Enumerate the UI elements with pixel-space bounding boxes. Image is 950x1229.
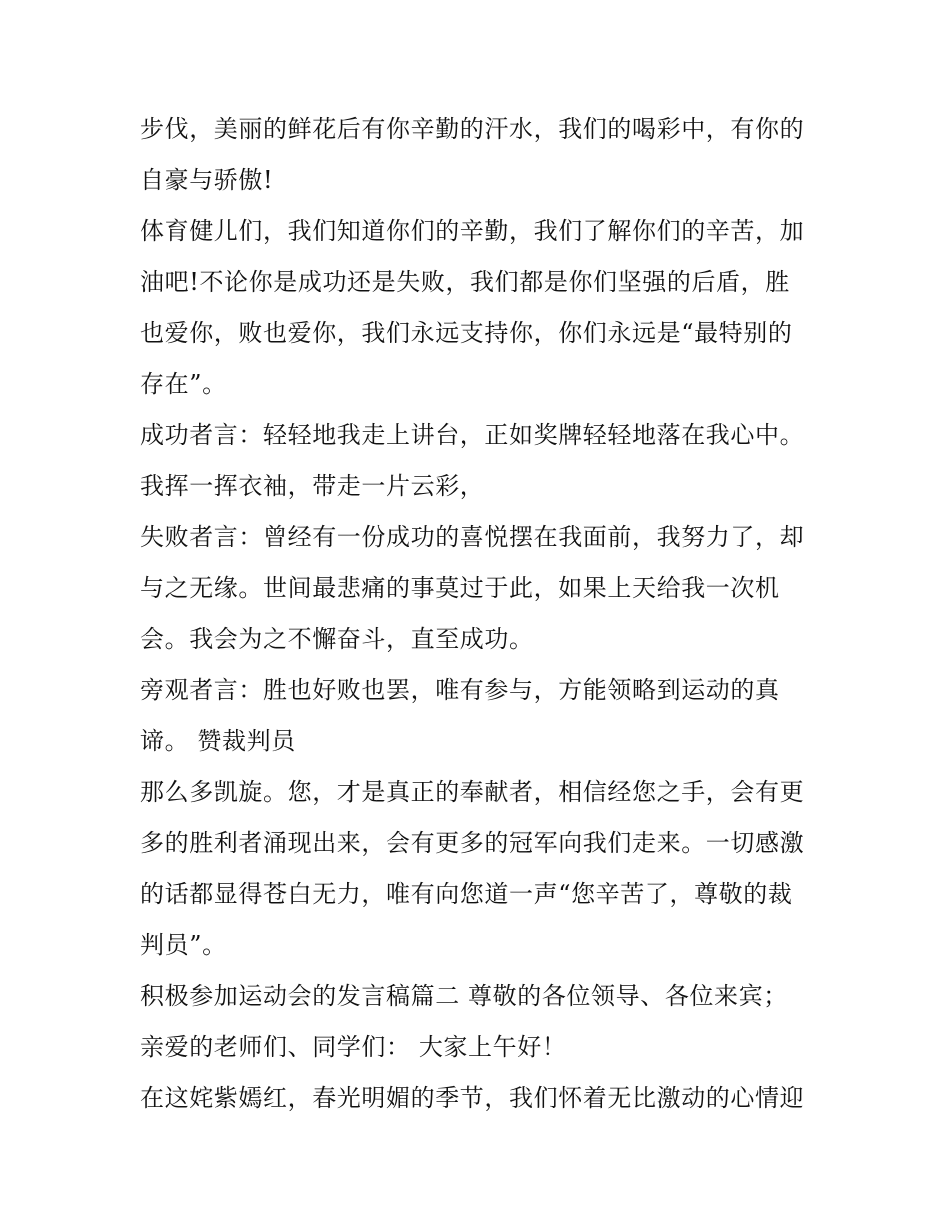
text-line: 旁观者言：胜也好败也罢，唯有参与，方能领略到运动的真 <box>140 676 780 704</box>
text-line: 成功者言：轻轻地我走上讲台，正如奖牌轻轻地落在我心中。 <box>140 421 805 449</box>
text-line: 谛。 赞裁判员 <box>140 727 296 755</box>
text-line: 失败者言：曾经有一份成功的喜悦摆在我面前，我努力了，却 <box>140 523 805 551</box>
text-line: 的话都显得苍白无力，唯有向您道一声“您辛苦了，尊敬的裁 <box>140 880 793 908</box>
text-line: 自豪与骄傲! <box>140 166 274 194</box>
text-line: 步伐，美丽的鲜花后有你辛勤的汗水，我们的喝彩中，有你的 <box>140 115 805 143</box>
text-line: 油吧!不论你是成功还是失败，我们都是你们坚强的后盾，胜 <box>140 268 790 296</box>
document-body <box>140 104 820 1124</box>
text-line: 多的胜利者涌现出来，会有更多的冠军向我们走来。一切感激 <box>140 829 805 857</box>
text-line: 在这姹紫嫣红，春光明媚的季节，我们怀着无比激动的心情迎 <box>140 1084 805 1112</box>
text-line: 体育健儿们，我们知道你们的辛勤，我们了解你们的辛苦，加 <box>140 217 805 245</box>
text-line: 会。我会为之不懈奋斗，直至成功。 <box>140 625 534 653</box>
text-line: 积极参加运动会的发言稿篇二 尊敬的各位领导、各位来宾； <box>140 982 788 1010</box>
text-line: 也爱你，败也爱你，我们永远支持你，你们永远是“最特别的 <box>140 319 793 347</box>
text-line: 亲爱的老师们、同学们： 大家上午好！ <box>140 1033 567 1061</box>
text-line: 我挥一挥衣袖，带走一片云彩， <box>140 472 485 500</box>
text-line: 存在”。 <box>140 370 227 398</box>
text-line: 判员”。 <box>140 931 227 959</box>
text-line: 与之无缘。世间最悲痛的事莫过于此，如果上天给我一次机 <box>140 574 780 602</box>
text-line: 那么多凯旋。您，才是真正的奉献者，相信经您之手，会有更 <box>140 778 805 806</box>
